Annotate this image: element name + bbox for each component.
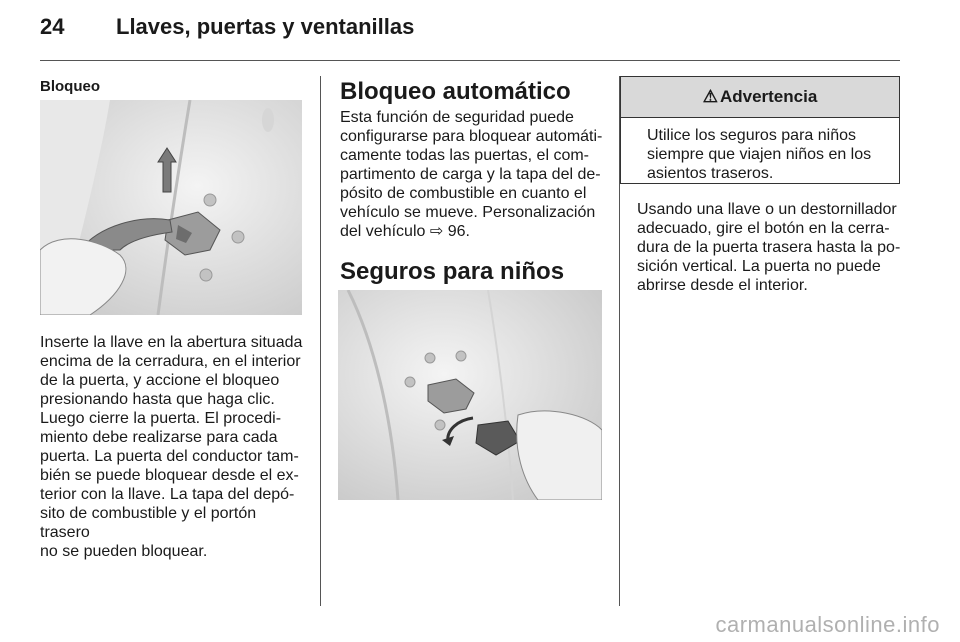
page-title: Llaves, puertas y ventanillas: [116, 14, 415, 39]
bloqueo-text: Inserte la llave en la abertura situada encima de la cerradura, en el interior de la puerta, y accione el bloqueo presionando hasta que haga clic. Luego cierre la puerta. El procedi- miento debe realizarse para cada puerta. La puerta del conductor tam- bién se puede bloquear desde el ex- terior con la llave. La tapa del depó- sito de combustible y el portón trasero no se pueden bloquear.: [40, 334, 303, 560]
warning-triangle-icon: ⚠: [702, 87, 718, 106]
warning-text: Utilice los seguros para niños siempre que viajen niños en los asientos traseros.: [647, 127, 872, 182]
section-heading-seguros: Seguros para niños: [340, 258, 565, 285]
warning-title: Advertencia: [719, 87, 818, 106]
warning-header: [621, 77, 899, 118]
warning-box: [620, 76, 900, 184]
section-heading-bloqueo: Bloqueo: [40, 78, 100, 95]
door-lock-illustration: [40, 100, 302, 315]
header-rule: [40, 60, 900, 61]
child-lock-illustration: [338, 290, 602, 500]
seguros-text: Usando una llave o un destornillador adecuado, gire el botón en la cerra- dura de la puerta trasera hasta la po- sición vertical. La puerta no puede abrirse desde el interior.: [637, 201, 901, 294]
watermark: carmanualsonline.info: [715, 612, 940, 637]
column-divider-1: [320, 76, 321, 606]
section-heading-bloqueo-automatico: Bloqueo automático: [340, 78, 571, 105]
page-number: 24: [40, 14, 65, 39]
bloqueo-automatico-text: Esta función de seguridad puede configurarse para bloquear automáti- camente todas las puertas, el com- partimento de carga y la tapa del de- pósito de combustible en cuanto el vehículo se mueve. Personalización del vehículo ⇨ 96.: [340, 109, 603, 240]
